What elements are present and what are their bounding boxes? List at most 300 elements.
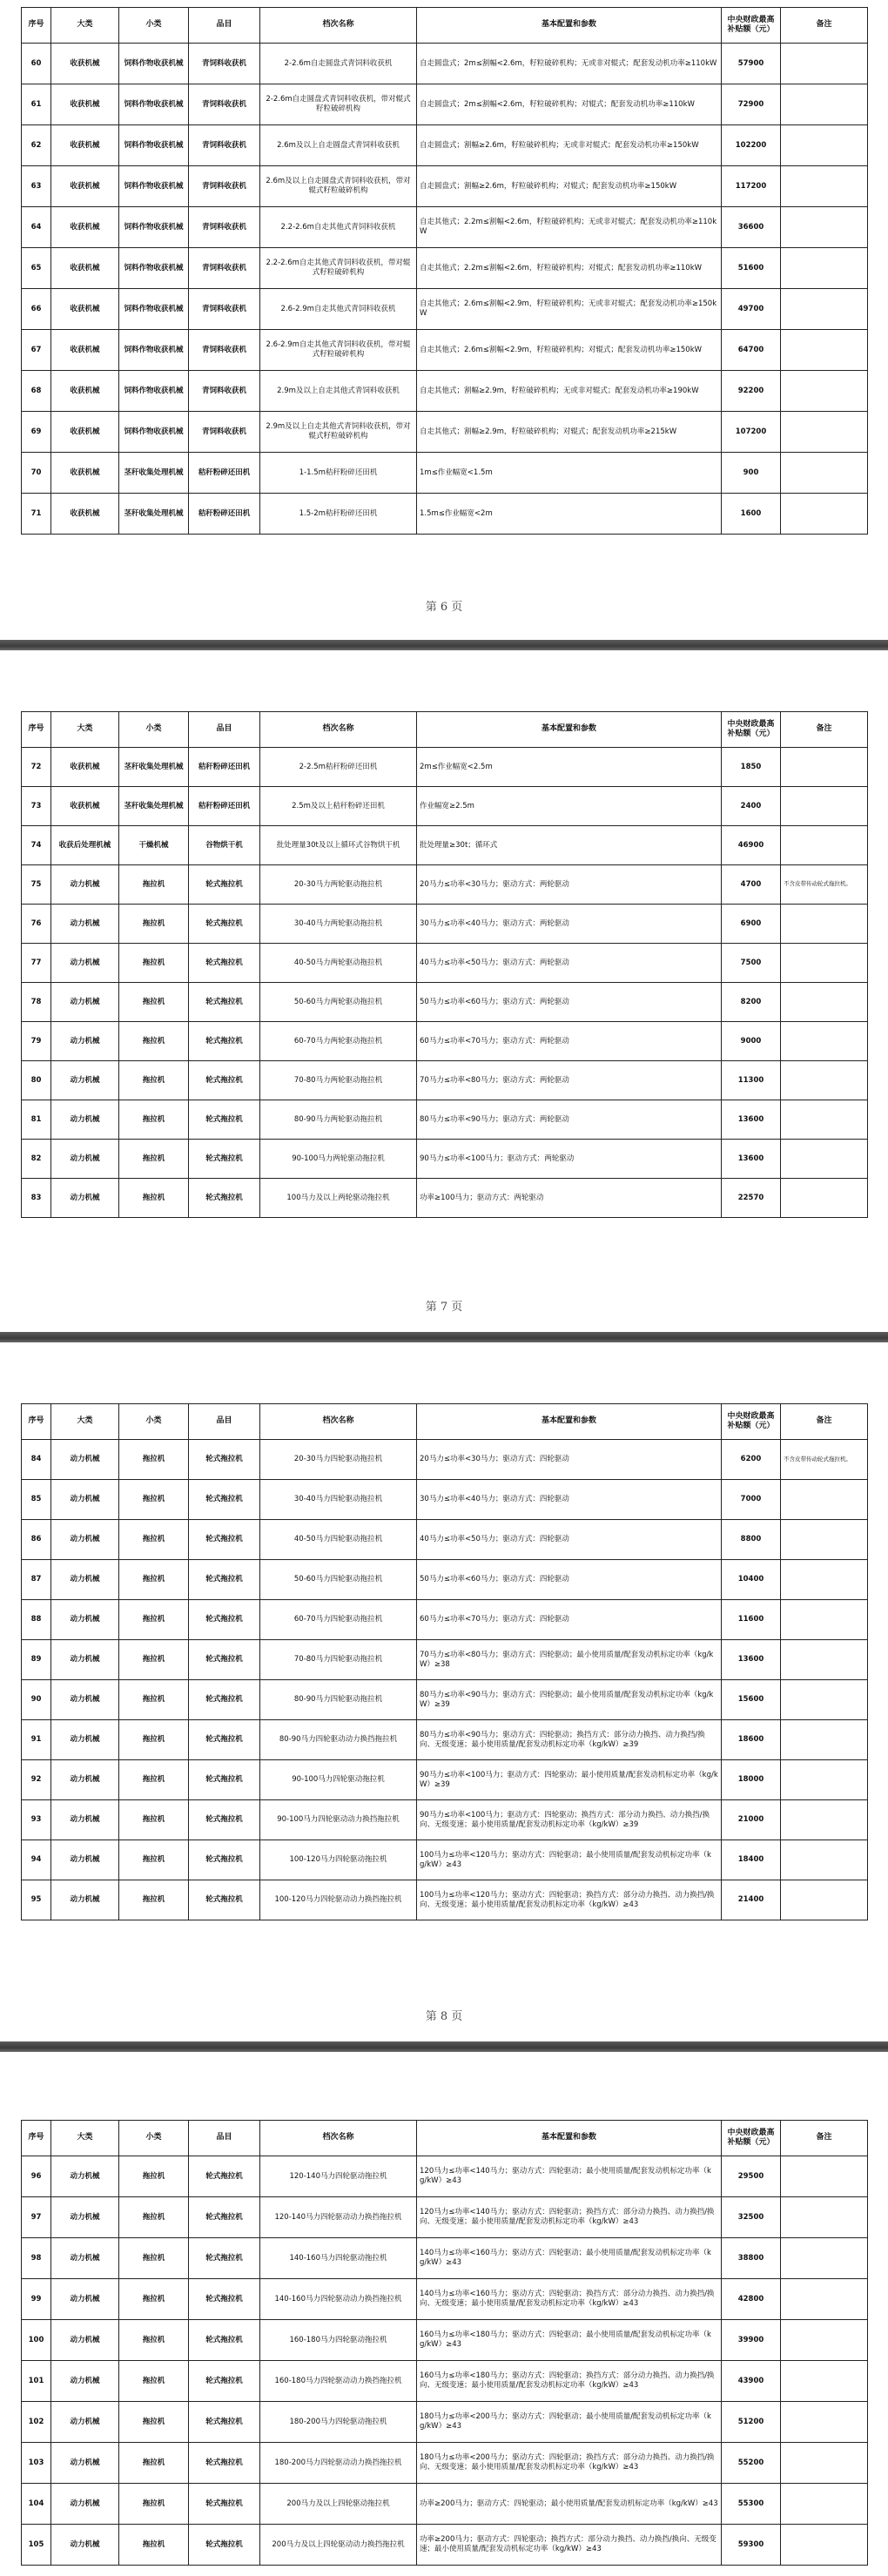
cell-item: 青饲料收获机 (189, 289, 260, 330)
cell-minor: 拖拉机 (119, 983, 189, 1022)
page-separator (0, 1332, 888, 1342)
table-row (22, 944, 868, 983)
page-separator (0, 2041, 888, 2052)
cell-subsidy: 6900 (722, 905, 781, 944)
table-row (22, 1760, 868, 1800)
table-row (22, 1720, 868, 1760)
cell-no: 103 (22, 2443, 51, 2484)
cell-params: 1.5m≤作业幅宽<2m (417, 494, 722, 535)
cell-params: 90马力≤功率<100马力；驱动方式：四轮驱动；换挡方式：部分动力换挡、动力换挡/换向、无级变速；最小使用质量/配套发动机标定功率（kg/kW）≥39 (417, 1800, 722, 1840)
cell-item: 秸秆粉碎还田机 (189, 787, 260, 826)
cell-subsidy: 107200 (722, 412, 781, 453)
cell-params: 20马力≤功率<30马力；驱动方式：四轮驱动 (417, 1440, 722, 1480)
cell-grade: 2-2.6m自走圆盘式青饲料收获机，带对辊式籽粒破碎机构 (260, 84, 417, 125)
cell-major: 收获机械 (51, 371, 119, 412)
cell-params: 功率≥100马力；驱动方式：两轮驱动 (417, 1179, 722, 1218)
cell-params: 60马力≤功率<70马力；驱动方式：两轮驱动 (417, 1022, 722, 1061)
column-header-major: 大类 (51, 1404, 119, 1440)
cell-minor: 拖拉机 (119, 1680, 189, 1720)
cell-remark (781, 166, 868, 207)
cell-subsidy: 11300 (722, 1061, 781, 1100)
cell-grade: 2.2-2.6m自走其他式青饲料收获机 (260, 207, 417, 248)
table-row (22, 125, 868, 166)
cell-minor: 拖拉机 (119, 1100, 189, 1140)
table-row (22, 1600, 868, 1640)
cell-subsidy: 1600 (722, 494, 781, 535)
cell-minor: 拖拉机 (119, 1720, 189, 1760)
cell-item: 轮式拖拉机 (189, 1720, 260, 1760)
cell-remark (781, 826, 868, 865)
cell-params: 自走圆盘式；2m≤割幅<2.6m，籽粒破碎机构；对辊式；配套发动机功率≥110kW (417, 84, 722, 125)
cell-major: 动力机械 (51, 1720, 119, 1760)
cell-no: 63 (22, 166, 51, 207)
cell-params: 自走其他式；2.6m≤割幅<2.9m，籽粒破碎机构；对辊式；配套发动机功率≥150kW (417, 330, 722, 371)
cell-no: 75 (22, 865, 51, 905)
cell-major: 收获后处理机械 (51, 826, 119, 865)
cell-grade: 60-70马力两轮驱动拖拉机 (260, 1022, 417, 1061)
column-header-remark: 备注 (781, 1404, 868, 1440)
cell-remark (781, 1880, 868, 1920)
table-row (22, 1440, 868, 1480)
cell-params: 90马力≤功率<100马力；驱动方式：四轮驱动；最小使用质量/配套发动机标定功率（kg/kW）≥39 (417, 1760, 722, 1800)
cell-major: 收获机械 (51, 453, 119, 494)
table-row (22, 412, 868, 453)
cell-item: 轮式拖拉机 (189, 1560, 260, 1600)
column-header-subsidy: 中央财政最高补贴额（元） (722, 712, 781, 748)
cell-major: 动力机械 (51, 1600, 119, 1640)
cell-subsidy: 59300 (722, 2525, 781, 2566)
cell-remark (781, 2443, 868, 2484)
cell-major: 动力机械 (51, 1760, 119, 1800)
cell-grade: 2.2-2.6m自走其他式青饲料收获机，带对辊式籽粒破碎机构 (260, 248, 417, 289)
cell-grade: 70-80马力四轮驱动拖拉机 (260, 1640, 417, 1680)
cell-minor: 拖拉机 (119, 2484, 189, 2525)
cell-minor: 饲料作物收获机械 (119, 248, 189, 289)
document-page-7 (0, 650, 888, 1332)
cell-grade: 40-50马力两轮驱动拖拉机 (260, 944, 417, 983)
table-row (22, 826, 868, 865)
cell-remark (781, 1640, 868, 1680)
cell-params: 100马力≤功率<120马力；驱动方式：四轮驱动；换挡方式：部分动力换挡、动力换挡/换向、无级变速；最小使用质量/配套发动机标定功率（kg/kW）≥43 (417, 1880, 722, 1920)
cell-remark (781, 1179, 868, 1218)
column-header-remark: 备注 (781, 8, 868, 44)
cell-minor: 饲料作物收获机械 (119, 166, 189, 207)
cell-subsidy: 7000 (722, 1480, 781, 1520)
column-header-item: 品目 (189, 1404, 260, 1440)
cell-remark (781, 1061, 868, 1100)
cell-no: 102 (22, 2402, 51, 2443)
table-row (22, 248, 868, 289)
cell-subsidy: 29500 (722, 2156, 781, 2197)
cell-params: 90马力≤功率<100马力；驱动方式：两轮驱动 (417, 1140, 722, 1179)
cell-major: 收获机械 (51, 207, 119, 248)
cell-no: 66 (22, 289, 51, 330)
cell-params: 70马力≤功率<80马力；驱动方式：四轮驱动；最小使用质量/配套发动机标定功率（kg/kW）≥38 (417, 1640, 722, 1680)
cell-no: 82 (22, 1140, 51, 1179)
cell-params: 30马力≤功率<40马力；驱动方式：两轮驱动 (417, 905, 722, 944)
cell-major: 动力机械 (51, 2361, 119, 2402)
cell-item: 轮式拖拉机 (189, 1140, 260, 1179)
cell-grade: 90-100马力四轮驱动拖拉机 (260, 1760, 417, 1800)
cell-params: 自走其他式；割幅≥2.9m，籽粒破碎机构；无或非对辊式；配套发动机功率≥190kW (417, 371, 722, 412)
cell-params: 60马力≤功率<70马力；驱动方式：四轮驱动 (417, 1600, 722, 1640)
document-page-8 (0, 1342, 888, 2041)
table-row (22, 1480, 868, 1520)
cell-grade: 40-50马力四轮驱动拖拉机 (260, 1520, 417, 1560)
cell-item: 青饲料收获机 (189, 330, 260, 371)
table-row (22, 1061, 868, 1100)
cell-params: 自走其他式；2.2m≤割幅<2.6m，籽粒破碎机构；无或非对辊式；配套发动机功率≥110kW (417, 207, 722, 248)
cell-major: 动力机械 (51, 1440, 119, 1480)
cell-major: 动力机械 (51, 983, 119, 1022)
cell-params: 50马力≤功率<60马力；驱动方式：两轮驱动 (417, 983, 722, 1022)
cell-no: 61 (22, 84, 51, 125)
table-row (22, 2402, 868, 2443)
column-header-remark: 备注 (781, 2121, 868, 2156)
cell-major: 收获机械 (51, 84, 119, 125)
cell-grade: 30-40马力四轮驱动拖拉机 (260, 1480, 417, 1520)
cell-grade: 100-120马力四轮驱动拖拉机 (260, 1840, 417, 1880)
cell-remark (781, 371, 868, 412)
cell-grade: 50-60马力两轮驱动拖拉机 (260, 983, 417, 1022)
cell-minor: 饲料作物收获机械 (119, 289, 189, 330)
cell-item: 轮式拖拉机 (189, 2320, 260, 2361)
cell-subsidy: 1850 (722, 748, 781, 787)
table-row (22, 748, 868, 787)
column-header-params: 基本配置和参数 (417, 8, 722, 44)
cell-params: 20马力≤功率<30马力；驱动方式：两轮驱动 (417, 865, 722, 905)
column-header-subsidy: 中央财政最高补贴额（元） (722, 2121, 781, 2156)
cell-minor: 饲料作物收获机械 (119, 44, 189, 84)
cell-grade: 2.5m及以上秸秆粉碎还田机 (260, 787, 417, 826)
cell-item: 秸秆粉碎还田机 (189, 494, 260, 535)
cell-subsidy: 2400 (722, 787, 781, 826)
cell-major: 收获机械 (51, 125, 119, 166)
cell-params: 180马力≤功率<200马力；驱动方式：四轮驱动；最小使用质量/配套发动机标定功率（kg/kW）≥43 (417, 2402, 722, 2443)
cell-minor: 拖拉机 (119, 865, 189, 905)
cell-major: 动力机械 (51, 1179, 119, 1218)
cell-major: 动力机械 (51, 2197, 119, 2238)
column-header-params: 基本配置和参数 (417, 712, 722, 748)
page-number-7: 第 7 页 (425, 1301, 463, 1314)
cell-remark (781, 2279, 868, 2320)
cell-params: 40马力≤功率<50马力；驱动方式：四轮驱动 (417, 1520, 722, 1560)
column-header-minor: 小类 (119, 2121, 189, 2156)
cell-subsidy: 117200 (722, 166, 781, 207)
cell-major: 动力机械 (51, 1140, 119, 1179)
cell-remark (781, 330, 868, 371)
cell-minor: 拖拉机 (119, 1600, 189, 1640)
cell-major: 动力机械 (51, 1061, 119, 1100)
cell-grade: 30-40马力两轮驱动拖拉机 (260, 905, 417, 944)
cell-item: 轮式拖拉机 (189, 2197, 260, 2238)
cell-grade: 120-140马力四轮驱动拖拉机 (260, 2156, 417, 2197)
cell-grade: 80-90马力四轮驱动拖拉机 (260, 1680, 417, 1720)
column-header-no: 序号 (22, 1404, 51, 1440)
column-header-grade: 档次名称 (260, 1404, 417, 1440)
column-header-params: 基本配置和参数 (417, 1404, 722, 1440)
cell-no: 105 (22, 2525, 51, 2566)
cell-no: 72 (22, 748, 51, 787)
cell-remark (781, 787, 868, 826)
cell-subsidy: 72900 (722, 84, 781, 125)
cell-subsidy: 102200 (722, 125, 781, 166)
cell-subsidy: 900 (722, 453, 781, 494)
cell-major: 动力机械 (51, 1840, 119, 1880)
cell-no: 101 (22, 2361, 51, 2402)
cell-grade: 70-80马力两轮驱动拖拉机 (260, 1061, 417, 1100)
cell-major: 动力机械 (51, 1100, 119, 1140)
cell-minor: 拖拉机 (119, 1840, 189, 1880)
cell-item: 轮式拖拉机 (189, 1061, 260, 1100)
cell-remark (781, 84, 868, 125)
cell-subsidy: 13600 (722, 1640, 781, 1680)
cell-params: 自走圆盘式；割幅≥2.6m，籽粒破碎机构；对辊式；配套发动机功率≥150kW (417, 166, 722, 207)
table-row (22, 2443, 868, 2484)
table-row (22, 1640, 868, 1680)
cell-major: 动力机械 (51, 2279, 119, 2320)
cell-subsidy: 55200 (722, 2443, 781, 2484)
cell-minor: 干燥机械 (119, 826, 189, 865)
cell-subsidy: 21000 (722, 1800, 781, 1840)
cell-grade: 100-120马力四轮驱动动力换挡拖拉机 (260, 1880, 417, 1920)
cell-major: 动力机械 (51, 1480, 119, 1520)
cell-subsidy: 36600 (722, 207, 781, 248)
cell-subsidy: 10400 (722, 1560, 781, 1600)
table-row (22, 2238, 868, 2279)
cell-no: 87 (22, 1560, 51, 1600)
cell-no: 78 (22, 983, 51, 1022)
cell-minor: 拖拉机 (119, 2361, 189, 2402)
cell-remark (781, 248, 868, 289)
cell-params: 140马力≤功率<160马力；驱动方式：四轮驱动；换挡方式：部分动力换挡、动力换挡/换向、无级变速；最小使用质量/配套发动机标定功率（kg/kW）≥43 (417, 2279, 722, 2320)
cell-subsidy: 42800 (722, 2279, 781, 2320)
cell-minor: 茎秆收集处理机械 (119, 787, 189, 826)
column-header-major: 大类 (51, 712, 119, 748)
column-header-minor: 小类 (119, 8, 189, 44)
cell-remark (781, 748, 868, 787)
cell-subsidy: 18400 (722, 1840, 781, 1880)
cell-major: 收获机械 (51, 289, 119, 330)
cell-params: 100马力≤功率<120马力；驱动方式：四轮驱动；最小使用质量/配套发动机标定功率（kg/kW）≥43 (417, 1840, 722, 1880)
cell-item: 轮式拖拉机 (189, 2443, 260, 2484)
cell-subsidy: 21400 (722, 1880, 781, 1920)
cell-no: 97 (22, 2197, 51, 2238)
cell-major: 动力机械 (51, 1680, 119, 1720)
cell-no: 96 (22, 2156, 51, 2197)
column-header-grade: 档次名称 (260, 712, 417, 748)
cell-minor: 拖拉机 (119, 1480, 189, 1520)
cell-grade: 批处理量30t及以上循环式谷物烘干机 (260, 826, 417, 865)
cell-minor: 拖拉机 (119, 2279, 189, 2320)
cell-params: 30马力≤功率<40马力；驱动方式：四轮驱动 (417, 1480, 722, 1520)
cell-grade: 20-30马力四轮驱动拖拉机 (260, 1440, 417, 1480)
cell-item: 轮式拖拉机 (189, 1840, 260, 1880)
cell-subsidy: 18600 (722, 1720, 781, 1760)
cell-minor: 拖拉机 (119, 1800, 189, 1840)
cell-no: 76 (22, 905, 51, 944)
cell-no: 92 (22, 1760, 51, 1800)
cell-item: 青饲料收获机 (189, 166, 260, 207)
cell-grade: 100马力及以上两轮驱动拖拉机 (260, 1179, 417, 1218)
cell-params: 80马力≤功率<90马力；驱动方式：四轮驱动；换挡方式：部分动力换挡、动力换挡/换向、无级变速；最小使用质量/配套发动机标定功率（kg/kW）≥39 (417, 1720, 722, 1760)
cell-params: 作业幅宽≥2.5m (417, 787, 722, 826)
cell-minor: 拖拉机 (119, 1560, 189, 1600)
table-row (22, 2197, 868, 2238)
table-row (22, 44, 868, 84)
column-header-minor: 小类 (119, 712, 189, 748)
cell-minor: 拖拉机 (119, 2443, 189, 2484)
table-header-row (22, 712, 868, 748)
cell-minor: 茎秆收集处理机械 (119, 748, 189, 787)
cell-minor: 拖拉机 (119, 1140, 189, 1179)
cell-no: 80 (22, 1061, 51, 1100)
cell-no: 100 (22, 2320, 51, 2361)
cell-item: 轮式拖拉机 (189, 1022, 260, 1061)
cell-params: 2m≤作业幅宽<2.5m (417, 748, 722, 787)
cell-no: 64 (22, 207, 51, 248)
column-header-grade: 档次名称 (260, 8, 417, 44)
cell-no: 91 (22, 1720, 51, 1760)
cell-subsidy: 46900 (722, 826, 781, 865)
cell-no: 70 (22, 453, 51, 494)
column-header-no: 序号 (22, 2121, 51, 2156)
cell-major: 收获机械 (51, 44, 119, 84)
cell-subsidy: 22570 (722, 1179, 781, 1218)
cell-subsidy: 15600 (722, 1680, 781, 1720)
cell-minor: 拖拉机 (119, 905, 189, 944)
cell-item: 青饲料收获机 (189, 125, 260, 166)
cell-params: 批处理量≥30t；循环式 (417, 826, 722, 865)
cell-subsidy: 18000 (722, 1760, 781, 1800)
cell-major: 动力机械 (51, 905, 119, 944)
cell-params: 120马力≤功率<140马力；驱动方式：四轮驱动；换挡方式：部分动力换挡、动力换挡/换向、无级变速；最小使用质量/配套发动机标定功率（kg/kW）≥43 (417, 2197, 722, 2238)
cell-subsidy: 49700 (722, 289, 781, 330)
cell-grade: 1.5-2m秸秆粉碎还田机 (260, 494, 417, 535)
cell-minor: 饲料作物收获机械 (119, 371, 189, 412)
column-header-item: 品目 (189, 712, 260, 748)
table-row (22, 1680, 868, 1720)
table-row (22, 1022, 868, 1061)
cell-grade: 2.6m及以上自走圆盘式青饲料收获机，带对辊式籽粒破碎机构 (260, 166, 417, 207)
cell-no: 98 (22, 2238, 51, 2279)
column-header-major: 大类 (51, 2121, 119, 2156)
cell-grade: 80-90马力两轮驱动拖拉机 (260, 1100, 417, 1140)
cell-item: 轮式拖拉机 (189, 1800, 260, 1840)
cell-minor: 茎秆收集处理机械 (119, 494, 189, 535)
cell-major: 动力机械 (51, 2320, 119, 2361)
cell-major: 动力机械 (51, 2402, 119, 2443)
cell-remark (781, 1840, 868, 1880)
cell-grade: 1-1.5m秸秆粉碎还田机 (260, 453, 417, 494)
cell-remark (781, 905, 868, 944)
cell-subsidy: 13600 (722, 1140, 781, 1179)
cell-no: 90 (22, 1680, 51, 1720)
cell-remark (781, 2361, 868, 2402)
cell-params: 80马力≤功率<90马力；驱动方式：四轮驱动；最小使用质量/配套发动机标定功率（kg/kW）≥39 (417, 1680, 722, 1720)
cell-no: 88 (22, 1600, 51, 1640)
table-row (22, 1880, 868, 1920)
cell-subsidy: 55300 (722, 2484, 781, 2525)
cell-item: 谷物烘干机 (189, 826, 260, 865)
cell-subsidy: 92200 (722, 371, 781, 412)
cell-item: 轮式拖拉机 (189, 1600, 260, 1640)
table-header-row (22, 8, 868, 44)
cell-no: 67 (22, 330, 51, 371)
cell-major: 收获机械 (51, 494, 119, 535)
cell-minor: 拖拉机 (119, 2156, 189, 2197)
cell-subsidy: 43900 (722, 2361, 781, 2402)
column-header-no: 序号 (22, 8, 51, 44)
cell-minor: 拖拉机 (119, 944, 189, 983)
table-row (22, 905, 868, 944)
column-header-major: 大类 (51, 8, 119, 44)
cell-item: 轮式拖拉机 (189, 865, 260, 905)
cell-params: 自走其他式；2.2m≤割幅<2.6m，籽粒破碎机构；对辊式；配套发动机功率≥110kW (417, 248, 722, 289)
cell-params: 160马力≤功率<180马力；驱动方式：四轮驱动；最小使用质量/配套发动机标定功率（kg/kW）≥43 (417, 2320, 722, 2361)
cell-major: 动力机械 (51, 944, 119, 983)
cell-no: 62 (22, 125, 51, 166)
table-row (22, 2525, 868, 2566)
cell-remark: 不含皮带传动轮式拖拉机。 (781, 1440, 868, 1480)
cell-minor: 拖拉机 (119, 1179, 189, 1218)
cell-subsidy: 51200 (722, 2402, 781, 2443)
cell-remark (781, 983, 868, 1022)
cell-remark (781, 1520, 868, 1560)
table-row (22, 1560, 868, 1600)
cell-item: 轮式拖拉机 (189, 1100, 260, 1140)
table-row (22, 1520, 868, 1560)
column-header-grade: 档次名称 (260, 2121, 417, 2156)
cell-item: 青饲料收获机 (189, 248, 260, 289)
cell-grade: 180-200马力四轮驱动拖拉机 (260, 2402, 417, 2443)
cell-grade: 180-200马力四轮驱动动力换挡拖拉机 (260, 2443, 417, 2484)
cell-params: 自走其他式；2.6m≤割幅<2.9m，籽粒破碎机构；无或非对辊式；配套发动机功率≥150kW (417, 289, 722, 330)
cell-item: 轮式拖拉机 (189, 1680, 260, 1720)
cell-item: 青饲料收获机 (189, 44, 260, 84)
cell-grade: 160-180马力四轮驱动动力换挡拖拉机 (260, 2361, 417, 2402)
cell-grade: 90-100马力两轮驱动拖拉机 (260, 1140, 417, 1179)
table-row (22, 983, 868, 1022)
cell-no: 94 (22, 1840, 51, 1880)
cell-params: 70马力≤功率<80马力；驱动方式：两轮驱动 (417, 1061, 722, 1100)
cell-remark (781, 2484, 868, 2525)
cell-remark (781, 2402, 868, 2443)
cell-remark (781, 2197, 868, 2238)
cell-minor: 拖拉机 (119, 2320, 189, 2361)
cell-remark (781, 2320, 868, 2361)
cell-grade: 2.9m及以上自走其他式青饲料收获机，带对辊式籽粒破碎机构 (260, 412, 417, 453)
cell-remark: 不含皮带传动轮式拖拉机。 (781, 865, 868, 905)
table-row (22, 2361, 868, 2402)
cell-subsidy: 6200 (722, 1440, 781, 1480)
cell-minor: 饲料作物收获机械 (119, 125, 189, 166)
cell-item: 轮式拖拉机 (189, 905, 260, 944)
cell-remark (781, 1560, 868, 1600)
cell-grade: 60-70马力四轮驱动拖拉机 (260, 1600, 417, 1640)
cell-params: 功率≥200马力；驱动方式：四轮驱动；换挡方式：部分动力换挡、动力换挡/换向、无级变速；最小使用质量/配套发动机标定功率（kg/kW）≥43 (417, 2525, 722, 2566)
subsidy-table-page-6 (21, 7, 868, 535)
cell-subsidy: 57900 (722, 44, 781, 84)
cell-minor: 茎秆收集处理机械 (119, 453, 189, 494)
cell-params: 自走圆盘式；割幅≥2.6m，籽粒破碎机构；无或非对辊式；配套发动机功率≥150kW (417, 125, 722, 166)
cell-major: 收获机械 (51, 166, 119, 207)
column-header-remark: 备注 (781, 712, 868, 748)
cell-grade: 200马力及以上四轮驱动动力换挡拖拉机 (260, 2525, 417, 2566)
table-row (22, 330, 868, 371)
cell-grade: 200马力及以上四轮驱动拖拉机 (260, 2484, 417, 2525)
cell-major: 收获机械 (51, 748, 119, 787)
